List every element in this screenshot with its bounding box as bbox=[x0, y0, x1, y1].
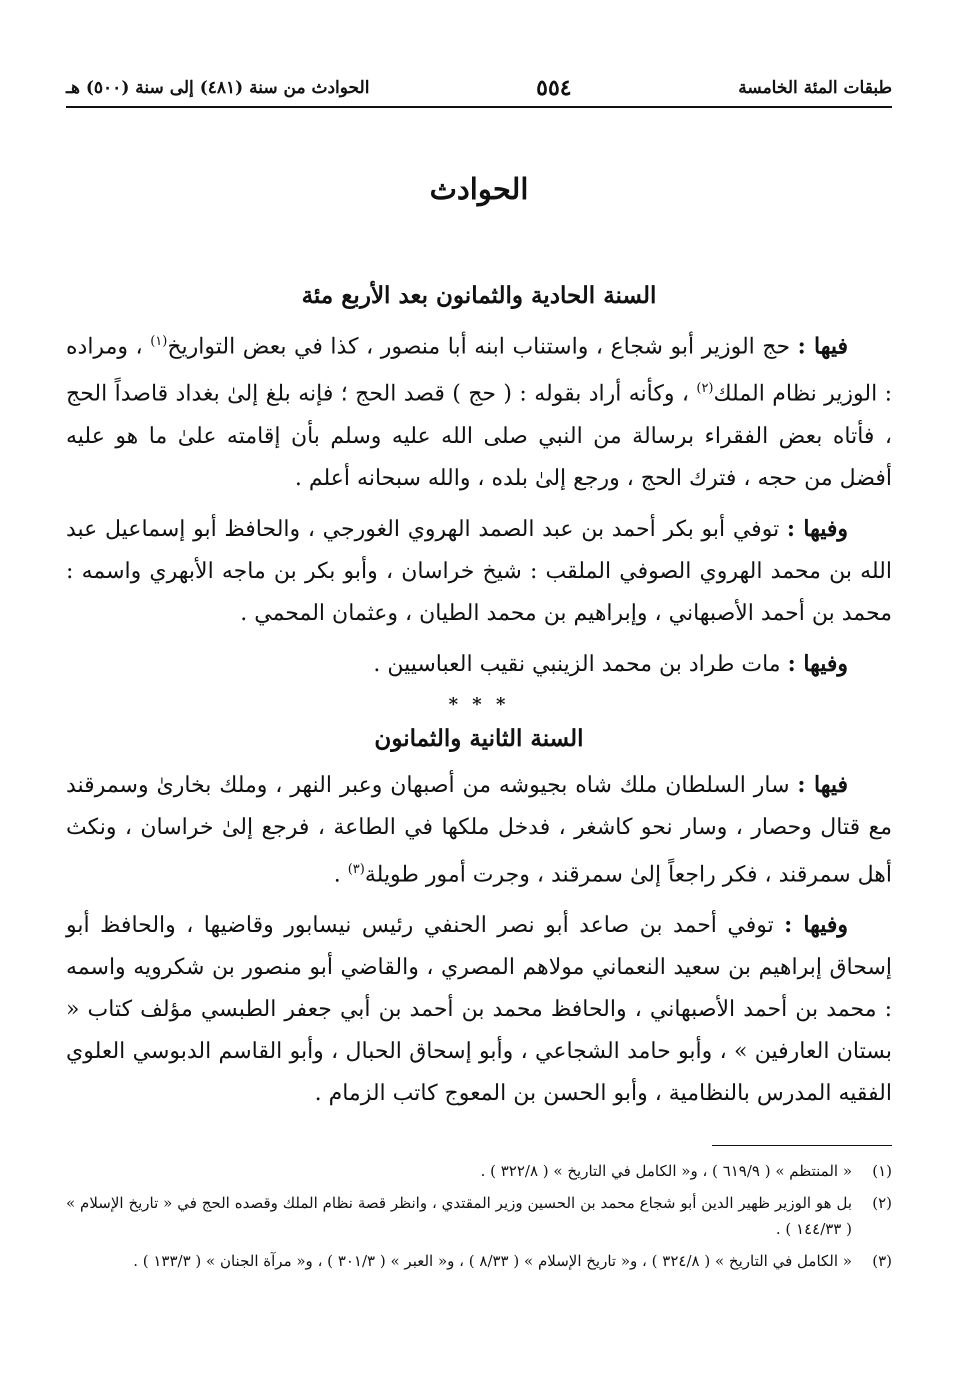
paragraph-text: حج الوزير أبو شجاع ، واستناب ابنه أبا منصور ، كذا في بعض التواريخ bbox=[167, 334, 798, 360]
paragraph-text: ، ومراده : الوزير نظام الملك bbox=[66, 334, 893, 407]
paragraph-text: توفي أبو بكر أحمد بن عبد الصمد الهروي الغورجي ، والحافظ أبو إسماعيل عبد الله بن محمد الهروي الصوفي الملقب : شيخ خراسان ، وأبو بكر بن ماجه الأبهري واسمه : محمد بن أحمد الأصبهاني ، وإبراهيم بن محمد الطيان ، وعثمان المحمي . bbox=[66, 516, 892, 626]
year-481-paragraph-2 bbox=[66, 508, 892, 635]
book-title: طبقات المئة الخامسة bbox=[738, 78, 892, 98]
paragraph-text: ، وكأنه أراد بقوله : ( حج ) قصد الحج ؛ فإنه بلغ إلىٰ بغداد قاصداً الحج ، فأتاه بعض الفقراء برسالة من النبي صلى الله عليه وسلم بأن إقامته علىٰ ما هو عليه أفضل من حجه ، فترك الحج ، ورجع إلىٰ بلده ، والله سبحانه أعلم . bbox=[66, 381, 892, 491]
paragraph-text: مات طراد بن محمد الزينبي نقيب العباسيين . bbox=[373, 651, 788, 677]
footnote-ref-1: (١) bbox=[150, 334, 168, 349]
paragraph-lead: فيها : bbox=[797, 771, 848, 798]
paragraph-lead: فيها : bbox=[797, 333, 848, 360]
footnote-ref-2: (٢) bbox=[696, 381, 714, 397]
book-page bbox=[66, 70, 892, 1280]
paragraph-lead: وفيها : bbox=[784, 911, 849, 938]
paragraph-lead: وفيها : bbox=[786, 515, 848, 542]
year-481-paragraph-1 bbox=[66, 321, 892, 500]
paragraph-text: . bbox=[333, 861, 348, 887]
footnote-item bbox=[66, 1158, 892, 1184]
footnote-item bbox=[66, 1190, 892, 1242]
paragraph-text: سار السلطان ملك شاه بجيوشه من أصبهان وعبر النهر ، وملك بخارىٰ وسمرقند مع قتال وحصار ، وسار نحو كاشغر ، فدخل ملكها في الطاعة ، فرجع إلىٰ خراسان ، ونكث أهل سمرقند ، فكر راجعاً إلىٰ سمرقند ، وجرت أمور طويلة bbox=[66, 772, 892, 887]
footnote-text: « الكامل في التاريخ » ( ٣٢٤/٨ ) ، و« تاريخ الإسلام » ( ٨/٣٣ ) ، و« العبر » ( ٣٠١/٣ ) ، و« مرآة الجنان » ( ١٣٣/٣ ) . bbox=[133, 1251, 852, 1270]
section-range: الحوادث من سنة (٤٨١) إلى سنة (٥٠٠) هـ bbox=[66, 78, 370, 98]
paragraph-text: توفي أحمد بن صاعد أبو نصر الحنفي رئيس نيسابور وقاضيها ، والحافظ أبو إسحاق إبراهيم بن سعيد النعماني مولاهم المصري ، والقاضي أبو منصور بن شكرويه واسمه : محمد بن أحمد الأصبهاني ، والحافظ محمد بن أحمد بن أبي جعفر الطبسي مؤلف كتاب « بستان العارفين » ، وأبو حامد الشجاعي ، وأبو إسحاق الحبال ، وأبو القاسم الدبوسي العلوي الفقيه المدرس بالنظامية ، وأبو الحسن بن المعوج كاتب الزمام . bbox=[66, 912, 892, 1106]
footnote-number: (١) bbox=[872, 1161, 892, 1180]
footnote-text: بل هو الوزير ظهير الدين أبو شجاع محمد بن الحسين وزير المقتدي ، وانظر قصة نظام الملك وقصده الحج في « تاريخ الإسلام » ( ١٤٤/٣٣ ) . bbox=[66, 1193, 852, 1238]
footnotes bbox=[66, 1158, 892, 1274]
year-482-heading: السنة الثانية والثمانون bbox=[374, 724, 584, 752]
year-481-heading: السنة الحادية والثمانون بعد الأربع مئة bbox=[301, 282, 657, 309]
footnote-ref-3: (٣) bbox=[347, 861, 365, 877]
footnote-number: (٢) bbox=[872, 1193, 892, 1212]
page-number: ٥٥٤ bbox=[536, 75, 572, 101]
section-separator: * * * bbox=[448, 693, 510, 715]
page-title: الحوادث bbox=[429, 172, 529, 206]
paragraph-lead: وفيها : bbox=[787, 650, 848, 677]
footnote-item bbox=[66, 1248, 892, 1274]
year-482-paragraph-1 bbox=[66, 764, 892, 896]
year-482-paragraph-2 bbox=[66, 904, 892, 1115]
footnote-divider bbox=[712, 1145, 892, 1146]
year-481-paragraph-3 bbox=[66, 643, 892, 686]
running-header bbox=[66, 70, 892, 108]
footnote-text: « المنتظم » ( ٦١٩/٩ ) ، و« الكامل في التاريخ » ( ٣٢٢/٨ ) . bbox=[480, 1161, 852, 1180]
footnote-number: (٣) bbox=[872, 1251, 892, 1270]
